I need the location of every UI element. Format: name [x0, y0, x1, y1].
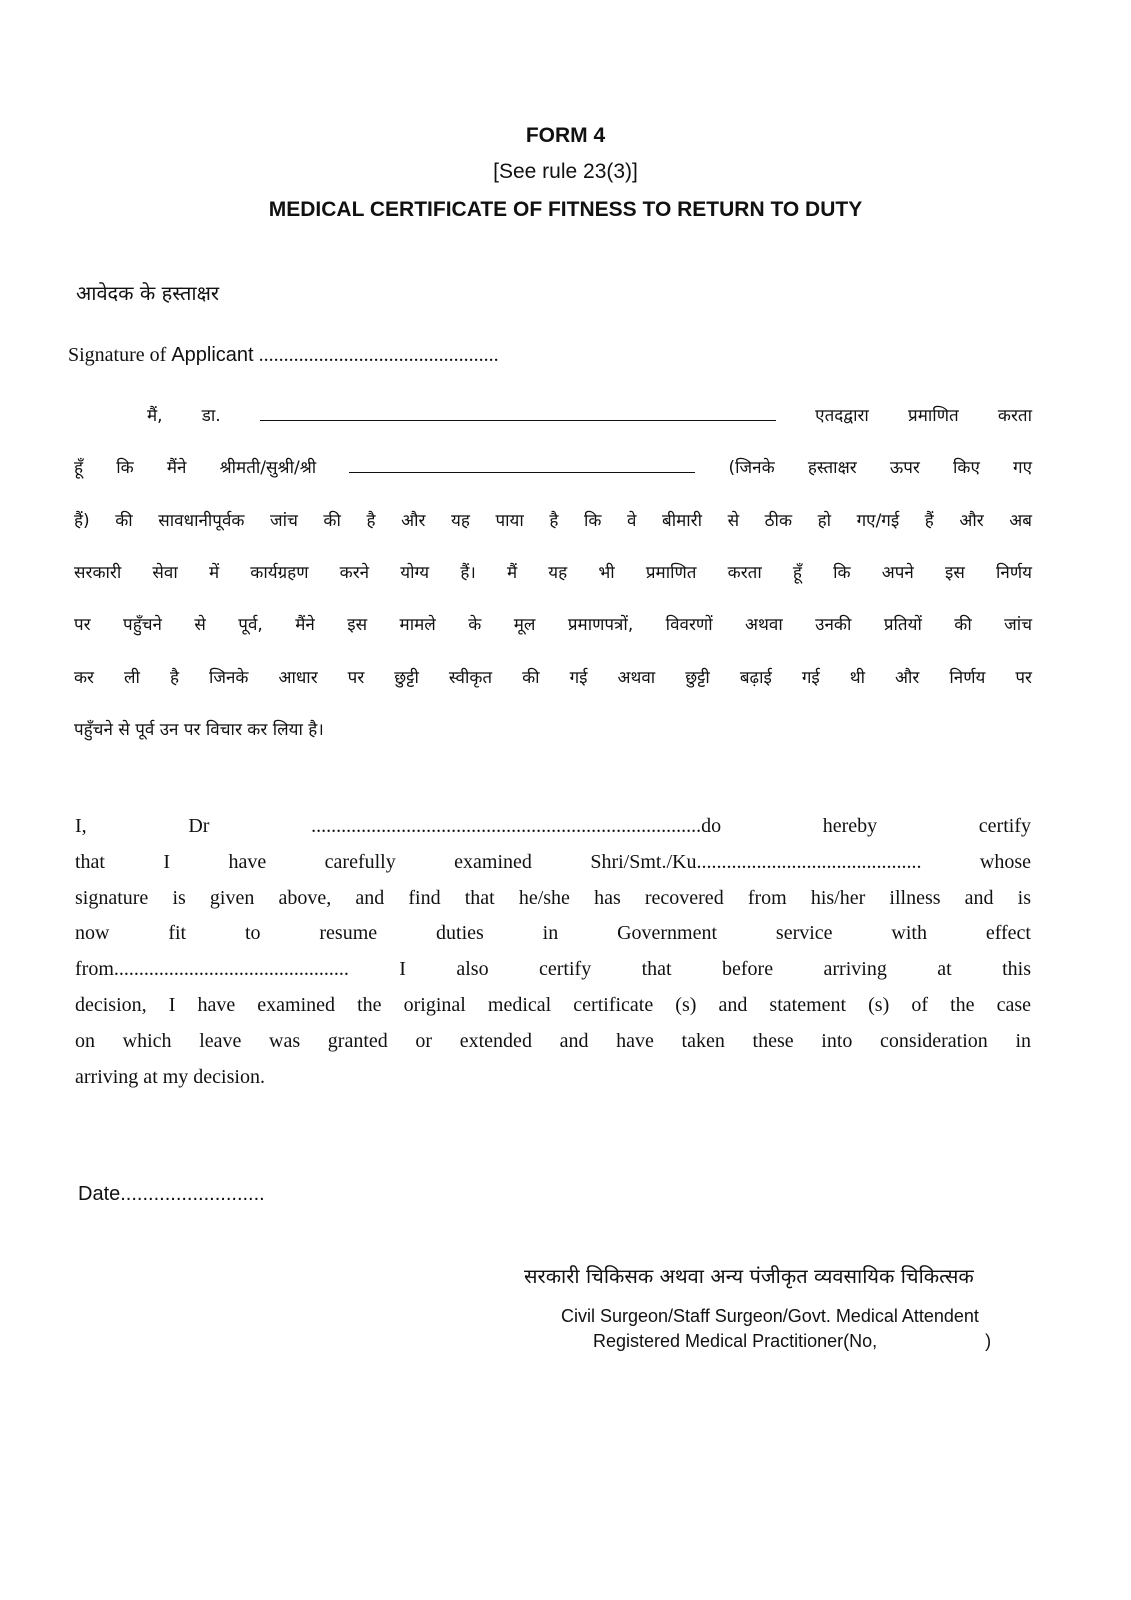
signature-of-label: Signature of	[68, 344, 167, 366]
english-cert-line-4: now fit to resume duties in Government service with effect	[75, 922, 1031, 945]
hindi-cert-line-4: सरकारी सेवा में कार्यग्रहण करने योग्य हैं। मैं यह भी प्रमाणित करता हूँ कि अपने इस निर्णय	[74, 563, 1032, 583]
english-certificate-paragraph	[75, 809, 1031, 1095]
date-label: Date	[78, 1183, 121, 1205]
registration-label: Registered Medical Practitioner(No,	[593, 1331, 878, 1351]
hindi-cert-line-5: पर पहुँचने से पूर्व, मैंने इस मामले के मूल प्रमाणपत्रों, विवरणों अथवा उनकी प्रतियों की जांच	[74, 615, 1032, 635]
hindi-examined-prefix: हूँ कि मैंने श्रीमती/सुश्री/श्री	[74, 458, 317, 478]
doctor-name-blank-hindi	[260, 406, 776, 421]
form-number: FORM 4	[525, 124, 606, 147]
english-cert-line-3: signature is given above, and find that he/she has recovered from his/her illness and is	[75, 886, 1031, 909]
hindi-cert-line-6: कर ली है जिनके आधार पर छुट्टी स्वीकृत की गई अथवा छुट्टी बढ़ाई गई थी और निर्णय पर	[74, 668, 1032, 688]
english-cert-line-1: I, Dr ..............................................................................do hereby certify	[75, 815, 1031, 837]
applicant-signature-label-hindi: आवेदक के हस्ताक्षर	[76, 281, 220, 305]
closing-parenthesis: )	[985, 1331, 992, 1351]
hindi-doctor-prefix: मैं, डा.	[147, 406, 221, 426]
english-cert-line-2: that I have carefully examined Shri/Smt./Ku............................................. whose	[75, 850, 1031, 873]
applicant-label: Applicant	[171, 344, 254, 366]
hindi-signatory-title: सरकारी चिकिसक अथवा अन्य पंजीकृत व्यवसायिक चिकित्सक	[524, 1264, 974, 1288]
english-cert-line-6: decision, I have examined the original medical certificate (s) and statement (s) of the case	[75, 993, 1031, 1016]
certificate-title: MEDICAL CERTIFICATE OF FITNESS TO RETURN TO DUTY	[268, 198, 863, 221]
designation-line-2	[593, 1331, 991, 1352]
english-cert-line-8: arriving at my decision.	[75, 1065, 265, 1088]
designation-line-1: Civil Surgeon/Staff Surgeon/Govt. Medical Attendent	[561, 1306, 979, 1326]
applicant-signature-line	[68, 344, 499, 367]
hindi-signature-note: (जिनके हस्ताक्षर ऊपर किए गए	[728, 458, 1033, 478]
date-blank: ..........................	[120, 1183, 265, 1205]
patient-name-blank-hindi	[349, 458, 695, 473]
hindi-cert-line-7: पहुँचने से पूर्व उन पर विचार कर लिया है।	[74, 720, 324, 740]
hindi-cert-line-3: हैं) की सावधानीपूर्वक जांच की है और यह पाया है कि वे बीमारी से ठीक हो गए/गई हैं और अब	[74, 511, 1032, 531]
date-field	[78, 1183, 265, 1206]
applicant-signature-blank: ................................................	[258, 344, 499, 366]
rule-reference: [See rule 23(3)]	[493, 160, 638, 183]
hindi-cert-line-2	[74, 456, 1032, 480]
hindi-cert-line-1	[74, 404, 1032, 428]
hindi-certify-text: एतदद्वारा प्रमाणित करता	[815, 406, 1033, 426]
english-cert-line-7: on which leave was granted or extended and have taken these into consideration in	[75, 1029, 1031, 1052]
english-cert-line-5: from............................................... I also certify that before arriving at this	[75, 958, 1031, 981]
